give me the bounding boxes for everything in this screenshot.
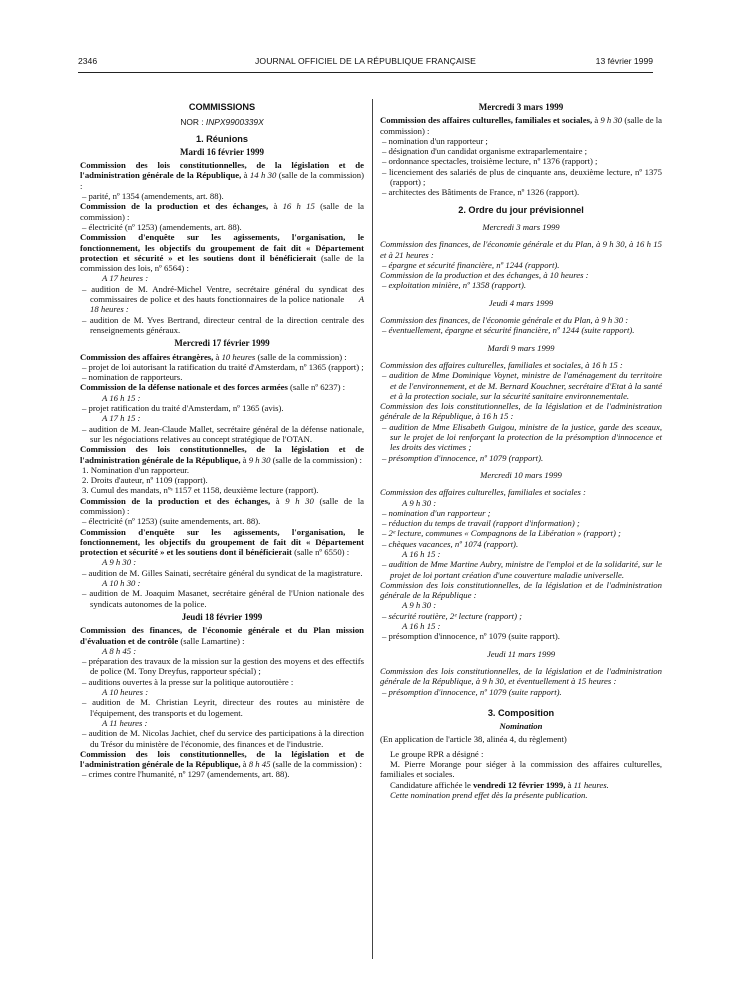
agenda-item: 3. Cumul des mandats, nºˢ 1157 et 1158, deuxième lecture (rapport). bbox=[82, 485, 319, 496]
agenda-item: – chèques vacances, nº 1074 (rapport). bbox=[382, 538, 519, 549]
time-slot: A 18 heures : bbox=[90, 294, 365, 315]
meeting-time: 9 h 30 bbox=[248, 454, 271, 465]
time-slot: A 9 h 30 : bbox=[102, 557, 137, 568]
time-slot: A 9 h 30 : bbox=[402, 600, 437, 611]
agenda-item: – projet ratification du traité d'Amsterdam, nº 1365 (avis). bbox=[82, 403, 284, 414]
agenda-item: – audition de M. Joaquim Masanet, secrétaire général de l'Union nationale des syndicats autonomes de la police. bbox=[82, 588, 364, 609]
text: à bbox=[592, 115, 601, 126]
agenda-item: – nomination de rapporteurs. bbox=[82, 372, 183, 383]
agenda-item: – éventuellement, épargne et sécurité financière, nº 1244 (suite rapport). bbox=[382, 325, 635, 336]
committee-entry: Commission des finances, de l'économie générale et du Plan, à 9 h 30 : bbox=[380, 315, 629, 326]
room: (salle de la commission) : bbox=[380, 115, 663, 136]
time-slot: A 8 h 45 : bbox=[102, 645, 137, 656]
page-number: 2346 bbox=[78, 56, 98, 66]
day-heading: Mardi 9 mars 1999 bbox=[487, 342, 555, 353]
nomination-article: (En application de l'article 38, alinéa 4, du règlement) bbox=[380, 734, 567, 745]
agenda-item: – sécurité routière, 2ᵉ lecture (rapport) ; bbox=[382, 610, 523, 621]
committee-name: Commission des finances, de l'économie générale et du Plan mission d'évaluation et de contrôle bbox=[80, 625, 364, 646]
committee-entry: Commission des affaires culturelles, familiales et sociales : bbox=[380, 487, 586, 498]
committee-name: Commission des lois constitutionnelles, de la législation et de l'administration générale de la République, bbox=[80, 444, 364, 465]
agenda-item: – audition de M. Nicolas Jachiet, chef du service des participations à la direction du Trésor du ministère de l'économie, des finances et de l'industrie. bbox=[82, 728, 364, 749]
posting-time: 11 heures. bbox=[573, 779, 609, 790]
agenda-item: – projet de loi autorisant la ratification du traité d'Amsterdam, nº 1365 (rapport) ; bbox=[82, 361, 364, 372]
agenda-item: – audition de Mme Elisabeth Guigou, ministre de la justice, garde des sceaux, sur le projet de loi renforçant la protection de la présomption d'innocence et les droits des victimes ; bbox=[382, 421, 662, 453]
time-slot: A 11 heures : bbox=[102, 717, 148, 728]
committee-name: Commission d'enquête sur les agissements, l'organisation, le fonctionnement, les objectifs du groupement de fait dit « Département protection et sécurité » et les soutiens dont il bénéficierait bbox=[80, 232, 364, 263]
agenda-item: – audition de M. Gilles Sainati, secrétaire général du syndicat de la magistrature. bbox=[82, 567, 363, 578]
text: à bbox=[565, 779, 574, 790]
section-title: COMMISSIONS bbox=[188, 102, 256, 112]
time-slot: A 17 h 15 : bbox=[102, 413, 141, 424]
meeting-time: 16 h 15 bbox=[282, 201, 315, 212]
room: (salle Lamartine) : bbox=[178, 635, 245, 646]
day-heading: Jeudi 11 mars 1999 bbox=[486, 648, 556, 659]
committee-entry: Commission des lois constitutionnelles, de la législation et de l'administration générale de la République : bbox=[380, 579, 662, 601]
committee-name: Commission de la production et des échanges, bbox=[80, 201, 269, 212]
committee-entry bbox=[80, 496, 364, 517]
meeting-time: 8 h 45 bbox=[248, 759, 271, 770]
room: (salle de la commission) : bbox=[270, 454, 362, 465]
agenda-item: – audition de M. Yves Bertrand, directeur central de la direction centrale des renseignements généraux. bbox=[82, 314, 364, 335]
day-heading: Jeudi 4 mars 1999 bbox=[488, 297, 554, 308]
agenda-item: – exploitation minière, nº 1358 (rapport). bbox=[382, 280, 527, 291]
committee-entry: Commission des lois constitutionnelles, de la législation et de l'administration générale de la République, à 16 h 15 : bbox=[380, 401, 662, 422]
committee-entry: Commission des lois constitutionnelles, de la législation et de l'administration générale de la République, à 9 h 30, et éventuellement à 15 heures : bbox=[380, 665, 662, 687]
room: (salle de la commission) : bbox=[255, 351, 347, 362]
right-column bbox=[380, 102, 662, 800]
column-divider bbox=[372, 99, 373, 959]
day-heading: Mercredi 17 février 1999 bbox=[174, 338, 270, 349]
committee-entry bbox=[80, 352, 364, 362]
text: à bbox=[213, 351, 222, 362]
nor-label: NOR : bbox=[180, 117, 206, 128]
agenda-item: – parité, nº 1354 (amendements, art. 88). bbox=[82, 191, 224, 202]
time-slot: A 17 heures : bbox=[102, 273, 149, 284]
text: à bbox=[268, 201, 283, 212]
time-slot: A 16 h 15 : bbox=[402, 621, 441, 632]
day-heading: Mercredi 3 mars 1999 bbox=[482, 221, 560, 232]
posting-date: vendredi 12 février 1999, bbox=[473, 779, 566, 790]
committee-entry: Commission des affaires culturelles, familiales et sociales, à 16 h 15 : bbox=[380, 359, 623, 370]
agenda-item: 2. Droits d'auteur, nº 1109 (rapport). bbox=[82, 475, 208, 486]
time-slot: A 16 h 15 : bbox=[102, 392, 141, 403]
room: (salle de la commission) : bbox=[80, 170, 365, 191]
committee-entry bbox=[80, 160, 364, 191]
committee-entry bbox=[80, 382, 364, 392]
committee-name: Commission des lois constitutionnelles, de la législation et de l'administration générale de la République, bbox=[80, 160, 364, 181]
agenda-item bbox=[80, 284, 364, 315]
day-heading: Mardi 16 février 1999 bbox=[179, 146, 265, 157]
agenda-item: – électricité (nº 1253) (amendements, art. 88). bbox=[82, 221, 242, 232]
nor-code: INPX9900339X bbox=[205, 117, 264, 128]
agenda-item: – architectes des Bâtiments de France, nº 1326 (rapport). bbox=[382, 187, 580, 198]
committee-name: Commission des affaires étrangères, bbox=[80, 351, 214, 362]
heading-ordre-du-jour: 2. Ordre du jour prévisionnel bbox=[458, 204, 584, 215]
committee-name: Commission de la production et des échanges, bbox=[80, 495, 271, 506]
agenda-item: – ordonnance spectacles, troisième lecture, nº 1376 (rapport) ; bbox=[382, 156, 598, 167]
text: à bbox=[241, 170, 250, 181]
agenda-item: – présomption d'innocence, nº 1079 (rapport). bbox=[382, 452, 544, 463]
nomination-text: Le groupe RPR a désigné : bbox=[390, 748, 484, 759]
time-slot: A 16 h 15 : bbox=[402, 548, 441, 559]
heading-reunions: 1. Réunions bbox=[195, 133, 249, 144]
committee-entry bbox=[380, 115, 662, 136]
journal-title: JOURNAL OFFICIEL DE LA RÉPUBLIQUE FRANÇAISE bbox=[255, 56, 476, 66]
room: (salle de la commission) : bbox=[80, 201, 364, 222]
committee-name: Commission d'enquête sur les agissements, l'organisation, le fonctionnement, les objectifs du groupement de fait dit « Département protection et sécurité » et les soutiens dont il bénéficierait bbox=[80, 526, 364, 558]
issue-date: 13 février 1999 bbox=[595, 56, 653, 66]
room: (salle de la commission) : bbox=[270, 759, 362, 770]
day-heading: Mercredi 3 mars 1999 bbox=[478, 102, 564, 112]
text: à bbox=[270, 495, 286, 506]
time-slot: A 9 h 30 : bbox=[402, 497, 437, 508]
committee-entry bbox=[80, 444, 364, 465]
agenda-item: – nomination d'un rapporteur ; bbox=[382, 135, 488, 146]
nomination-text bbox=[380, 780, 662, 790]
committee-entry bbox=[80, 232, 364, 273]
text: à bbox=[240, 454, 249, 465]
committee-entry: Commission de la production et des échanges, à 10 heures : bbox=[380, 270, 589, 281]
committee-entry: Commission des finances, de l'économie générale et du Plan, à 9 h 30, à 16 h 15 et à 21 heures : bbox=[380, 239, 662, 260]
committee-entry bbox=[80, 749, 364, 770]
left-column bbox=[80, 102, 364, 780]
nor-reference bbox=[80, 117, 364, 127]
heading-composition: 3. Composition bbox=[487, 707, 555, 718]
agenda-item: – audition de Mme Martine Aubry, ministre de l'emploi et de la solidarité, sur le projet de loi portant création d'une couverture maladie universelle. bbox=[382, 559, 662, 580]
time-slot: A 10 h 30 : bbox=[102, 578, 141, 589]
nomination-heading: Nomination bbox=[499, 721, 543, 732]
committee-entry bbox=[80, 527, 364, 558]
committee-entry bbox=[80, 201, 364, 222]
agenda-item: – audition de M. Jean-Claude Mallet, secrétaire général de la défense nationale, sur les négociations relatives au concept stratégique de l'OTAN. bbox=[82, 423, 364, 444]
day-heading: Mercredi 10 mars 1999 bbox=[480, 469, 562, 480]
committee-name: Commission de la défense nationale et des forces armées bbox=[80, 382, 288, 393]
header-rule bbox=[78, 72, 653, 73]
nomination-text: Cette nomination prend effet dès la présente publication. bbox=[390, 789, 588, 800]
agenda-item: – 2ᵉ lecture, communes « Compagnons de la Libération » (rapport) ; bbox=[382, 528, 621, 539]
agenda-item: – audition de Mme Dominique Voynet, ministre de l'aménagement du territoire et de l'environnement, et de M. Bernard Kouchner, secrétaire d'Etat à la santé et à la protection sociale, sur la sécurité sanitaire environnementale. bbox=[382, 370, 662, 401]
text: Candidature affichée le bbox=[390, 779, 474, 790]
agenda-item: – préparation des travaux de la mission sur la gestion des moyens et des effectifs de police (M. Tony Dreyfus, rapporteur spécial) ; bbox=[82, 656, 364, 677]
meeting-time: 10 heures bbox=[221, 351, 256, 362]
agenda-item: – crimes contre l'humanité, nº 1297 (amendements, art. 88). bbox=[82, 769, 290, 780]
agenda-item: – auditions ouvertes à la presse sur la politique autoroutière : bbox=[82, 676, 294, 687]
meeting-time: 14 h 30 bbox=[249, 170, 277, 181]
meeting-time: 9 h 30 bbox=[600, 115, 623, 126]
committee-name: Commission des lois constitutionnelles, de la législation et de l'administration générale de la République, bbox=[80, 748, 364, 770]
agenda-item: – réduction du temps de travail (rapport d'information) ; bbox=[382, 518, 580, 529]
nomination-text: M. Pierre Morange pour siéger à la commission des affaires culturelles, familiales et sociales. bbox=[380, 759, 662, 780]
text: à bbox=[240, 759, 249, 770]
committee-name: Commission des affaires culturelles, familiales et sociales, bbox=[380, 115, 593, 126]
room: (salle de la commission des lois, nº 6564) : bbox=[80, 252, 364, 274]
agenda-item: – désignation d'un candidat organisme extraparlementaire ; bbox=[382, 146, 588, 157]
room: (salle nº 6237) : bbox=[287, 382, 346, 393]
agenda-item: – licenciement des salariés de plus de cinquante ans, deuxième lecture, nº 1375 (rapport) ; bbox=[382, 166, 662, 188]
agenda-item: – électricité (nº 1253) (suite amendements, art. 88). bbox=[82, 516, 261, 527]
committee-entry bbox=[80, 625, 364, 646]
room: (salle nº 6550) : bbox=[291, 547, 350, 558]
meeting-time: 9 h 30 bbox=[285, 495, 314, 506]
day-heading: Jeudi 18 février 1999 bbox=[181, 611, 263, 622]
agenda-item: – présomption d'innocence, nº 1079 (suite rapport). bbox=[382, 631, 560, 642]
running-header bbox=[78, 56, 653, 70]
item-text: – audition de M. André-Michel Ventre, secrétaire général du syndicat des commissaires de police et des hauts fonctionnaires de la police nationale bbox=[82, 283, 364, 305]
agenda-item: – présomption d'innocence, nº 1079 (suite rapport). bbox=[382, 686, 562, 697]
agenda-item: – épargne et sécurité financière, nº 1244 (rapport). bbox=[382, 259, 560, 270]
time-slot: A 10 heures : bbox=[102, 687, 149, 698]
room: (salle de la commission) : bbox=[80, 495, 364, 516]
agenda-item: 1. Nomination d'un rapporteur. bbox=[82, 464, 190, 475]
agenda-item: – audition de M. Christian Leyrit, directeur des routes au ministère de l'équipement, des transports et du logement. bbox=[82, 697, 364, 718]
agenda-item: – nomination d'un rapporteur ; bbox=[382, 507, 491, 518]
